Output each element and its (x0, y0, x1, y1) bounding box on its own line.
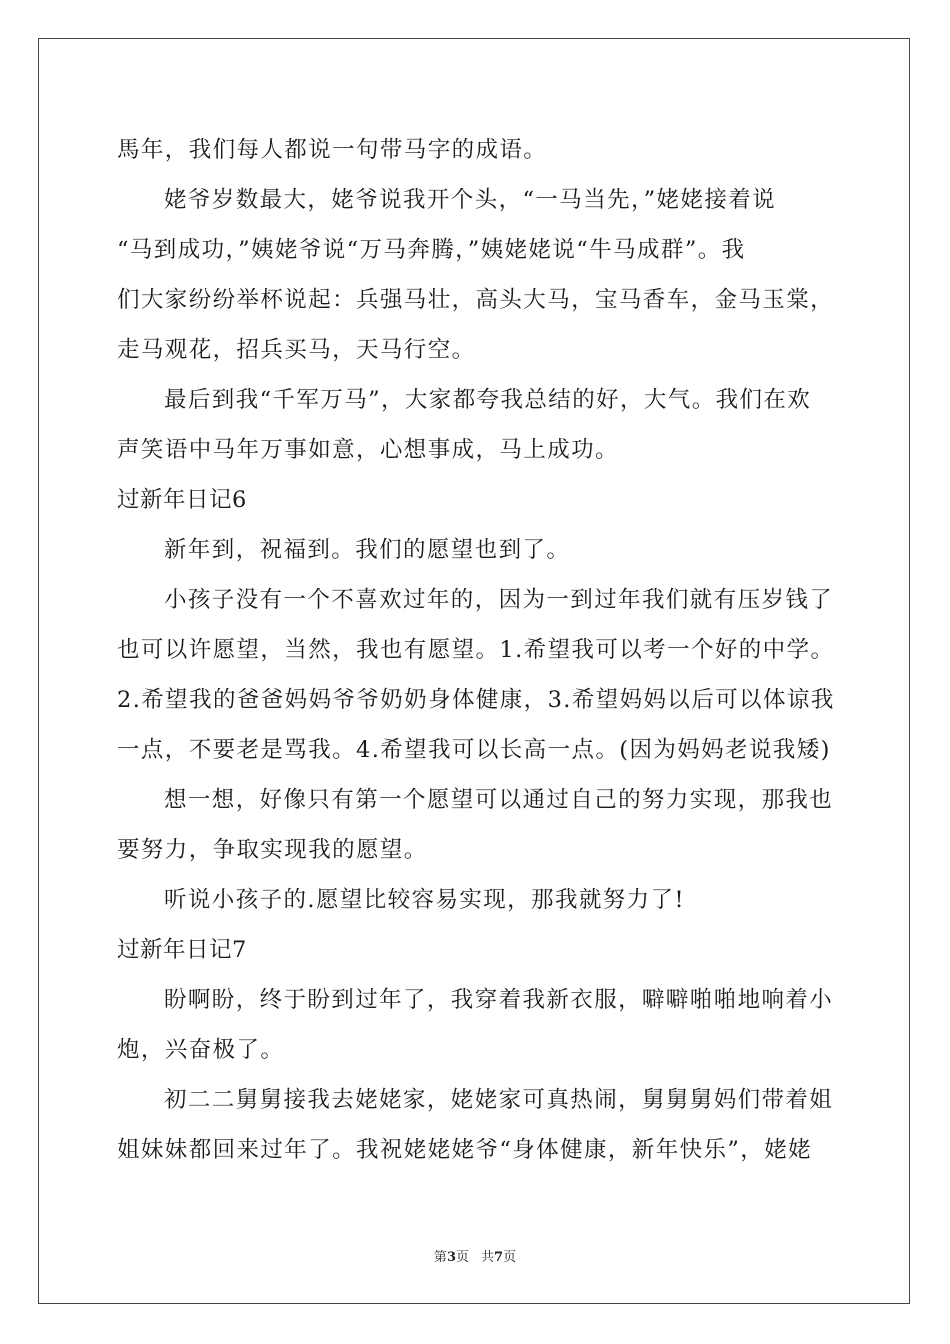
paragraph-start: 盼啊盼，终于盼到过年了，我穿着我新衣服，噼噼啪啪地响着小 (164, 987, 834, 1013)
paragraph-start: 小孩子没有一个不喜欢过年的，因为一到过年我们就有压岁钱了 (164, 587, 834, 613)
total-pages: 7 (494, 1250, 504, 1265)
paragraph-start: 初二二舅舅接我去姥姥家，姥姥家可真热闹，舅舅舅妈们带着姐 (164, 1087, 834, 1113)
text-line: 们大家纷纷举杯说起：兵强马壮，高头大马，宝马香车，金马玉棠， (117, 287, 835, 313)
text-line: 一点，不要老是骂我。4.希望我可以长高一点。(因为妈妈老说我矮) (117, 737, 831, 763)
text-line: 馬年，我们每人都说一句带马字的成语。 (117, 137, 548, 163)
section-heading-diary-7: 过新年日记7 (117, 937, 247, 963)
total-suffix: 页 (503, 1250, 517, 1265)
paragraph-start: 想一想，好像只有第一个愿望可以通过自己的努力实现，那我也 (164, 787, 834, 813)
paragraph-start: 姥爷岁数最大，姥爷说我开个头，“一马当先，”姥姥接着说 (164, 187, 777, 213)
text-line: 声笑语中马年万事如意，心想事成，马上成功。 (117, 437, 619, 463)
page-footer (0, 1246, 950, 1265)
text-line: 姐妹妹都回来过年了。我祝姥姥姥爷“身体健康，新年快乐”，姥姥 (117, 1137, 813, 1163)
text-line: “马到成功，”姨姥爷说“万马奔腾，”姨姥姥说“牛马成群”。我 (117, 237, 746, 263)
text-line: 也可以许愿望，当然，我也有愿望。1.希望我可以考一个好的中学。 (117, 637, 835, 663)
paragraph-start: 新年到，祝福到。我们的愿望也到了。 (164, 537, 571, 563)
page-number: 3 (446, 1250, 456, 1265)
page-prefix: 第 (433, 1250, 447, 1265)
section-heading-diary-6: 过新年日记6 (117, 487, 247, 513)
document-body (117, 125, 847, 1175)
paragraph-start: 听说小孩子的.愿望比较容易实现，那我就努力了! (164, 887, 685, 913)
text-line: 走马观花，招兵买马，天马行空。 (117, 337, 476, 363)
text-line: 要努力，争取实现我的愿望。 (117, 837, 428, 863)
total-prefix: 共 (481, 1250, 495, 1265)
page-suffix: 页 (455, 1250, 469, 1265)
text-line: 炮，兴奋极了。 (117, 1037, 285, 1063)
text-line: 2.希望我的爸爸妈妈爷爷奶奶身体健康，3.希望妈妈以后可以体谅我 (117, 687, 835, 713)
paragraph-start: 最后到我“千军万马”，大家都夸我总结的好，大气。我们在欢 (164, 387, 812, 413)
